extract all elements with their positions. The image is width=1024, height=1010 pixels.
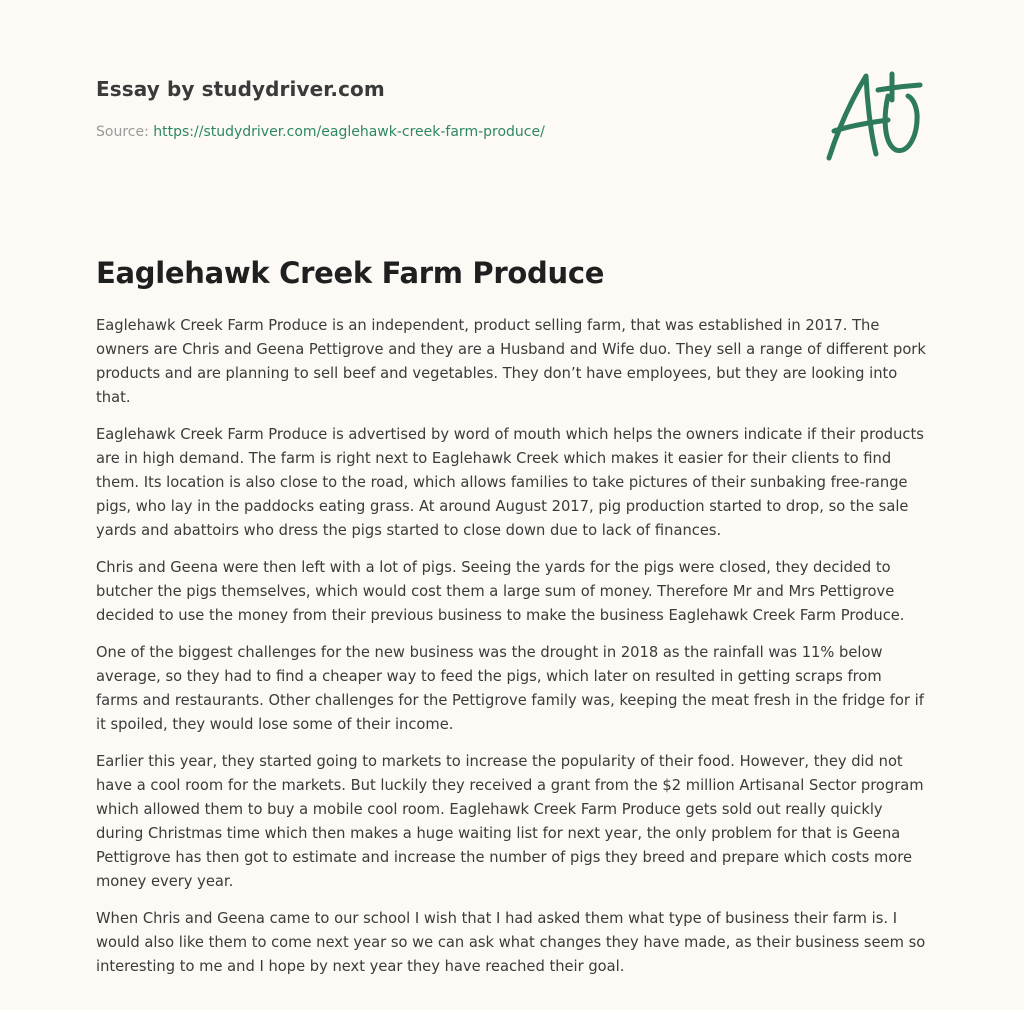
essay-paragraph-5: Earlier this year, they started going to markets to increase the popularity of their food. However, they did not have a cool room for the markets. But luckily they received a grant from the $2 million Artisanal Sector program which allowed them to buy a mobile cool room. Eaglehawk Creek Farm Produce gets sold out really quickly during Christmas time which then makes a huge waiting list for next year, the only problem for that is Geena Pettigrove has then got to estimate and increase the number of pigs they breed and prepare which costs more money every year. [96, 753, 924, 890]
essay-paragraph-6: When Chris and Geena came to our school I wish that I had asked them what type of business their farm is. I would also like them to come next year so we can ask what changes they have made, as their business seem so interesting to me and I hope by next year they have reached their goal. [96, 910, 926, 975]
essay-body [96, 314, 928, 992]
source-prefix: Source: [96, 124, 149, 140]
essay-paragraph-4: One of the biggest challenges for the new business was the drought in 2018 as the rainfall was 11% below average, so they had to find a cheaper way to feed the pigs, which later on resulted in getting scraps from farms and restaurants. Other challenges for the Pettigrove family was, keeping the meat fresh in the fridge for if it spoiled, they would lose some of their income. [96, 644, 924, 733]
source-line [96, 124, 545, 140]
essay-title: Eaglehawk Creek Farm Produce [96, 256, 605, 290]
site-label: Essay by studydriver.com [96, 77, 385, 101]
essay-paragraph-1: Eaglehawk Creek Farm Produce is an independent, product selling farm, that was established in 2017. The owners are Chris and Geena Pettigrove and they are a Husband and Wife duo. They sell a range of different pork products and are planning to sell beef and vegetables. They don’t have employees, but they are looking into that. [96, 317, 926, 406]
essay-paragraph-2: Eaglehawk Creek Farm Produce is advertised by word of mouth which helps the owners indicate if their products are in high demand. The farm is right next to Eaglehawk Creek which makes it easier for their clients to find them. Its location is also close to the road, which allows families to take pictures of their sunbaking free-range pigs, who lay in the paddocks eating grass. At around August 2017, pig production started to drop, so the sale yards and abattoirs who dress the pigs started to close down due to lack of finances. [96, 426, 924, 539]
a-plus-logo-icon [820, 68, 930, 164]
essay-paragraph-3: Chris and Geena were then left with a lot of pigs. Seeing the yards for the pigs were closed, they decided to butcher the pigs themselves, which would cost them a large sum of money. Therefore Mr and Mrs Pettigrove decided to use the money from their previous business to make the business Eaglehawk Creek Farm Produce. [96, 559, 905, 624]
source-link[interactable]: https://studydriver.com/eaglehawk-creek-farm-produce/ [153, 124, 545, 140]
